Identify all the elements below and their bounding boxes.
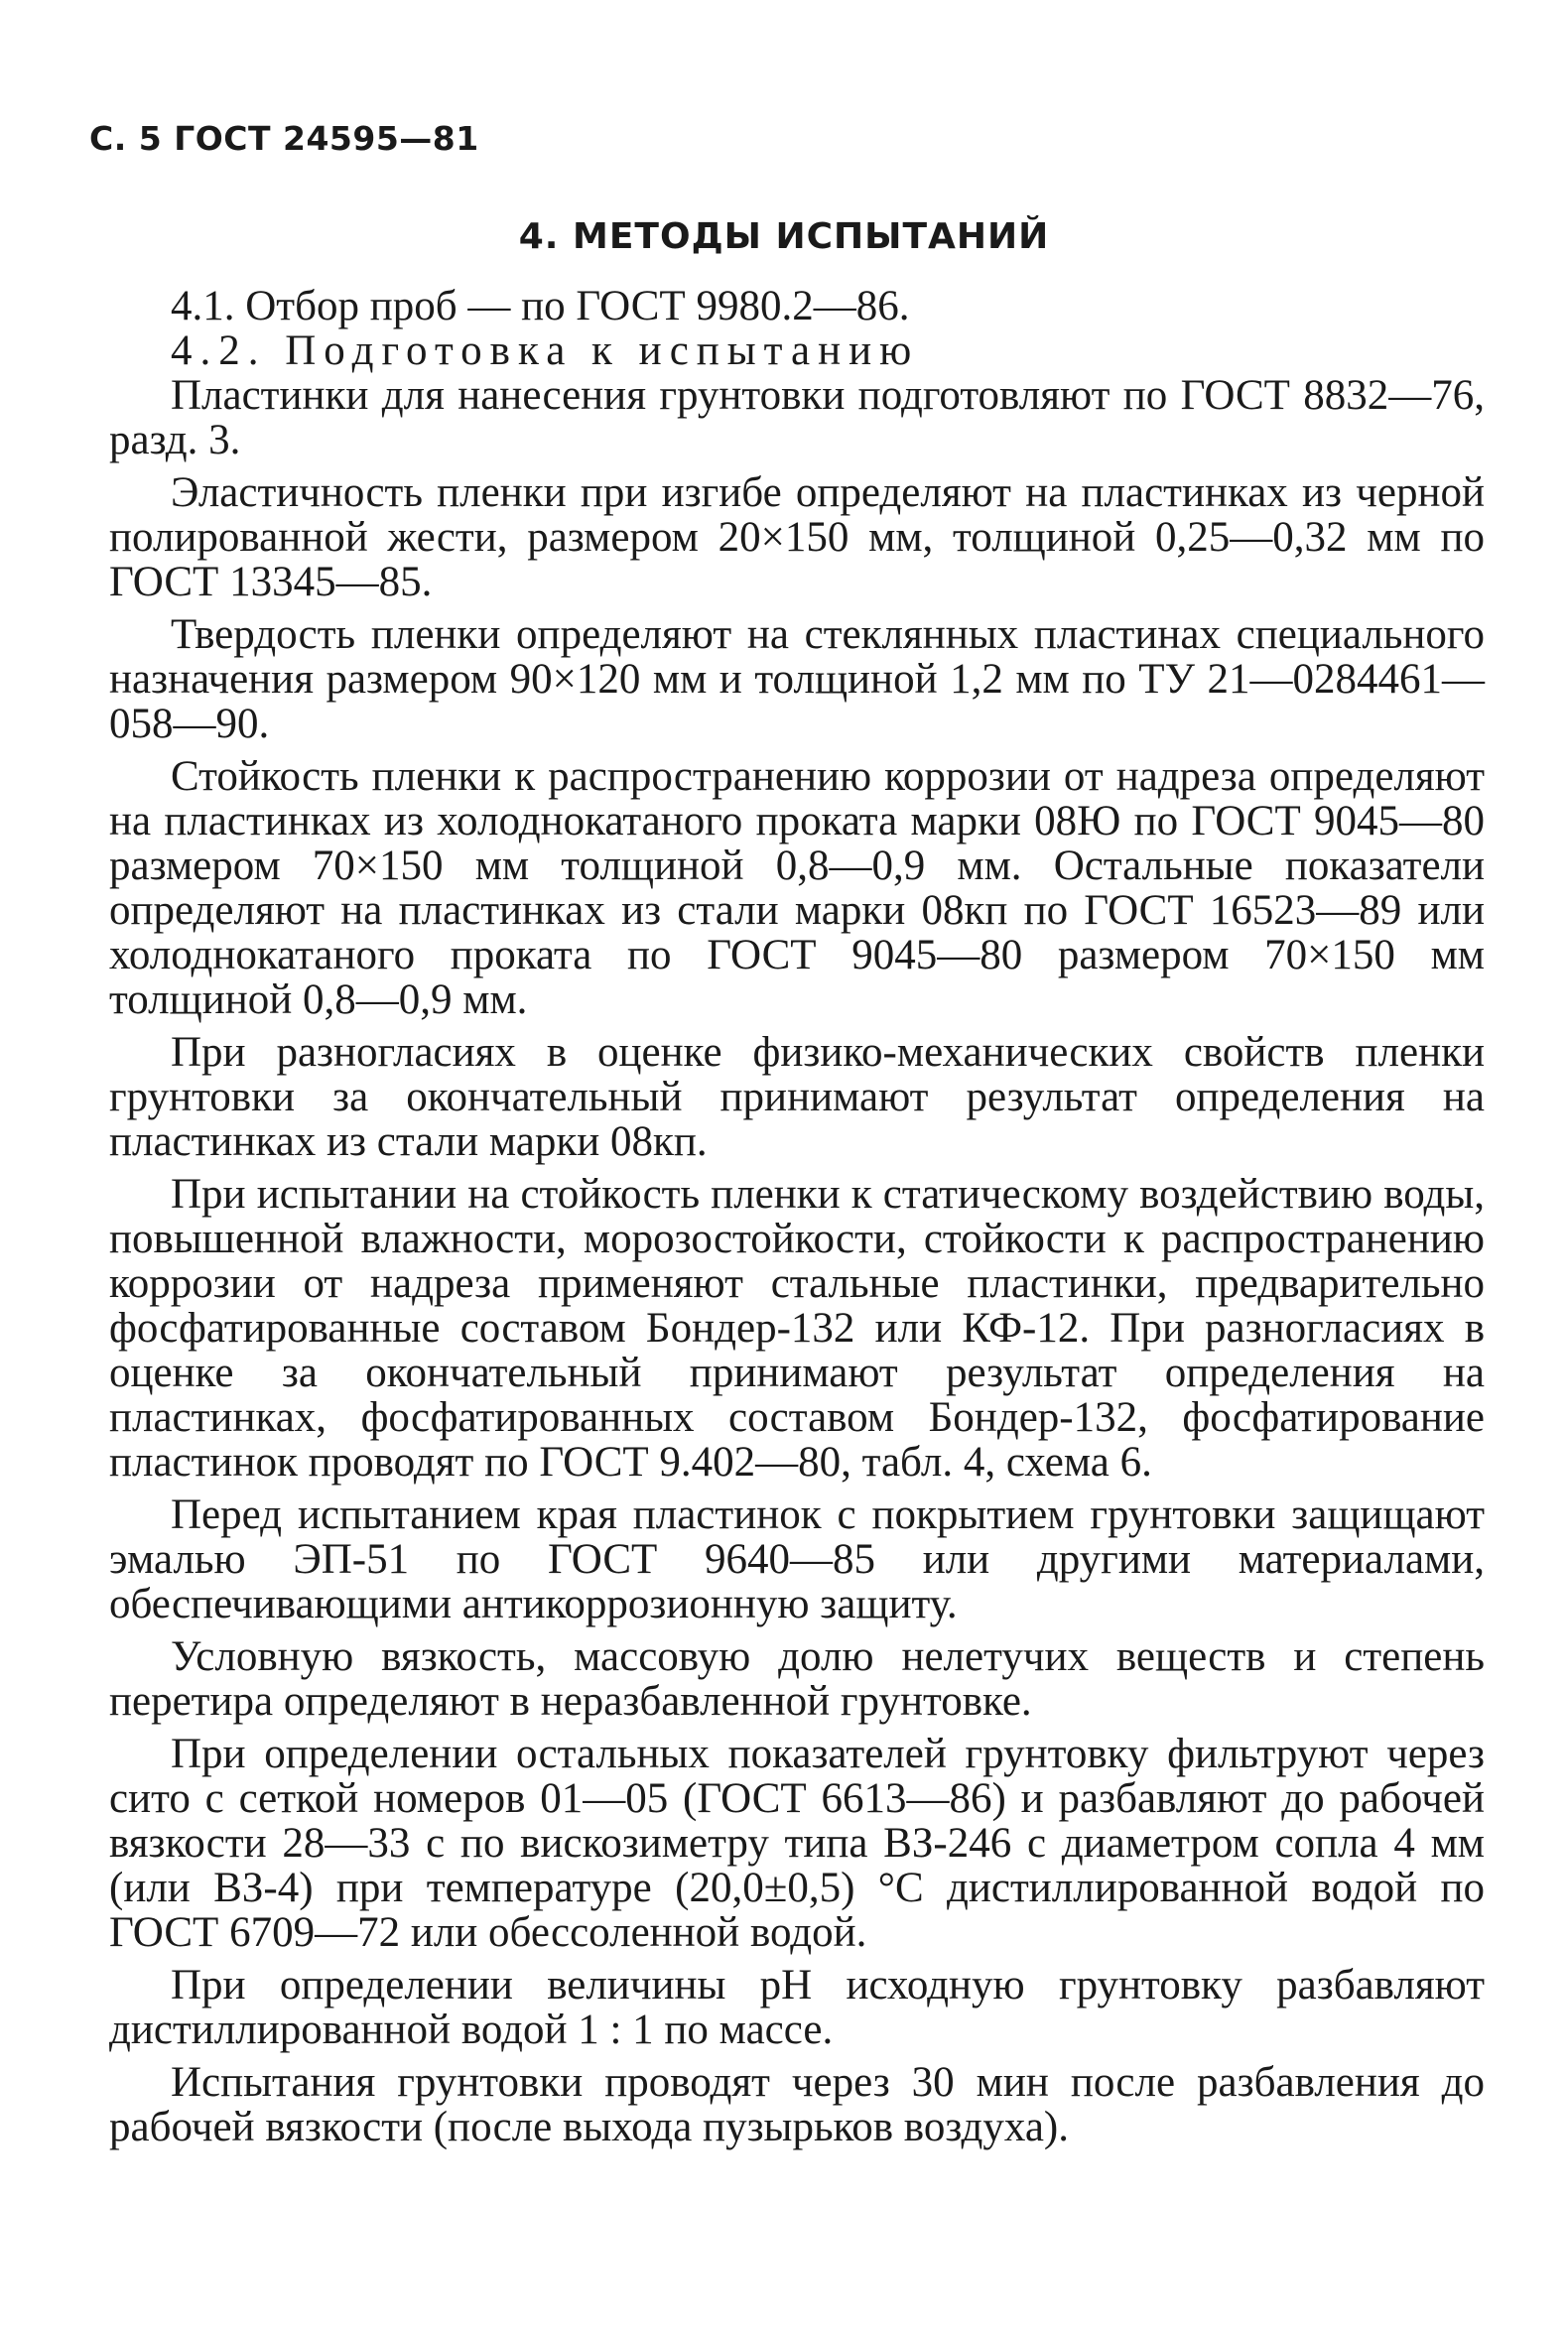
running-head: С. 5 ГОСТ 24595—81 [89,119,479,158]
paragraph-4-1: 4.1. Отбор проб — по ГОСТ 9980.2—86. [171,283,910,329]
section-title: 4. МЕТОДЫ ИСПЫТАНИЙ [518,216,1050,257]
paragraph-hardness: Твердость пленки определяют на стеклянных пластинах специального назначения размером 90×120 мм и толщиной 1,2 мм по ТУ 21—0284461—058—90. [109,611,1485,747]
paragraph-corrosion: Стойкость пленки к распространению коррозии от надреза определяют на пластинках из холоднокатаного проката марки 08Ю по ГОСТ 9045—80 размером 70×150 мм толщиной 0,8—0,9 мм. Остальные показатели определяют на пластинках из стали марки 08кп по ГОСТ 16523—89 или холоднокатаного проката по ГОСТ 9045—80 размером 70×150 мм толщиной 0,8—0,9 мм. [109,753,1485,1023]
paragraph-viscosity: Условную вязкость, массовую долю нелетучих веществ и степень перетира определяют в неразбавленной грунтовке. [109,1633,1485,1725]
paragraph-4-2-heading [109,328,1485,373]
paragraph-plates-preparation: Пластинки для нанесения грунтовки подготовляют по ГОСТ 8832—76, разд. 3. [109,372,1485,463]
subsection-heading: 4.2. Подготовка к испытанию [171,327,920,374]
paragraph-disagreements: При разногласиях в оценке физико-механических свойств пленки грунтовки за окончательный принимают результат определения на пластинках из стали марки 08кп. [109,1029,1485,1165]
paragraph-edge-protection: Перед испытанием края пластинок с покрытием грунтовки защищают эмалью ЭП-51 по ГОСТ 9640—85 или другими материалами, обеспечивающими антикоррозионную защиту. [109,1491,1485,1627]
paragraph-ph: При определении величины pH исходную грунтовку разбавляют дистиллированной водой 1 : 1 по массе. [109,1962,1485,2053]
paragraph-filtering: При определении остальных показателей грунтовку фильтруют через сито с сеткой номеров 01—05 (ГОСТ 6613—86) и разбавляют до рабочей вязкости 28—33 с по вискозиметру типа ВЗ-246 с диаметром сопла 4 мм (или ВЗ-4) при температуре (20,0±0,5) °С дистиллированной водой по ГОСТ 6709—72 или обессоленной водой. [109,1731,1485,1956]
paragraph-testing-time: Испытания грунтовки проводят через 30 мин после разбавления до рабочей вязкости (после выхода пузырьков воздуха). [109,2059,1485,2150]
paragraph-water-resistance: При испытании на стойкость пленки к статическому воздействию воды, повышенной влажности, морозостойкости, стойкости к распространению коррозии от надреза применяют стальные пластинки, предварительно фосфатированные составом Бондер-132 или КФ-12. При разногласиях в оценке за окончательный принимают результат определения на пластинках, фосфатированных составом Бондер-132, фосфатирование пластинок проводят по ГОСТ 9.402—80, табл. 4, схема 6. [109,1171,1485,1486]
body-text [109,284,1485,2149]
paragraph-elasticity: Эластичность пленки при изгибе определяют на пластинках из черной полированной жести, размером 20×150 мм, толщиной 0,25—0,32 мм по ГОСТ 13345—85. [109,469,1485,605]
